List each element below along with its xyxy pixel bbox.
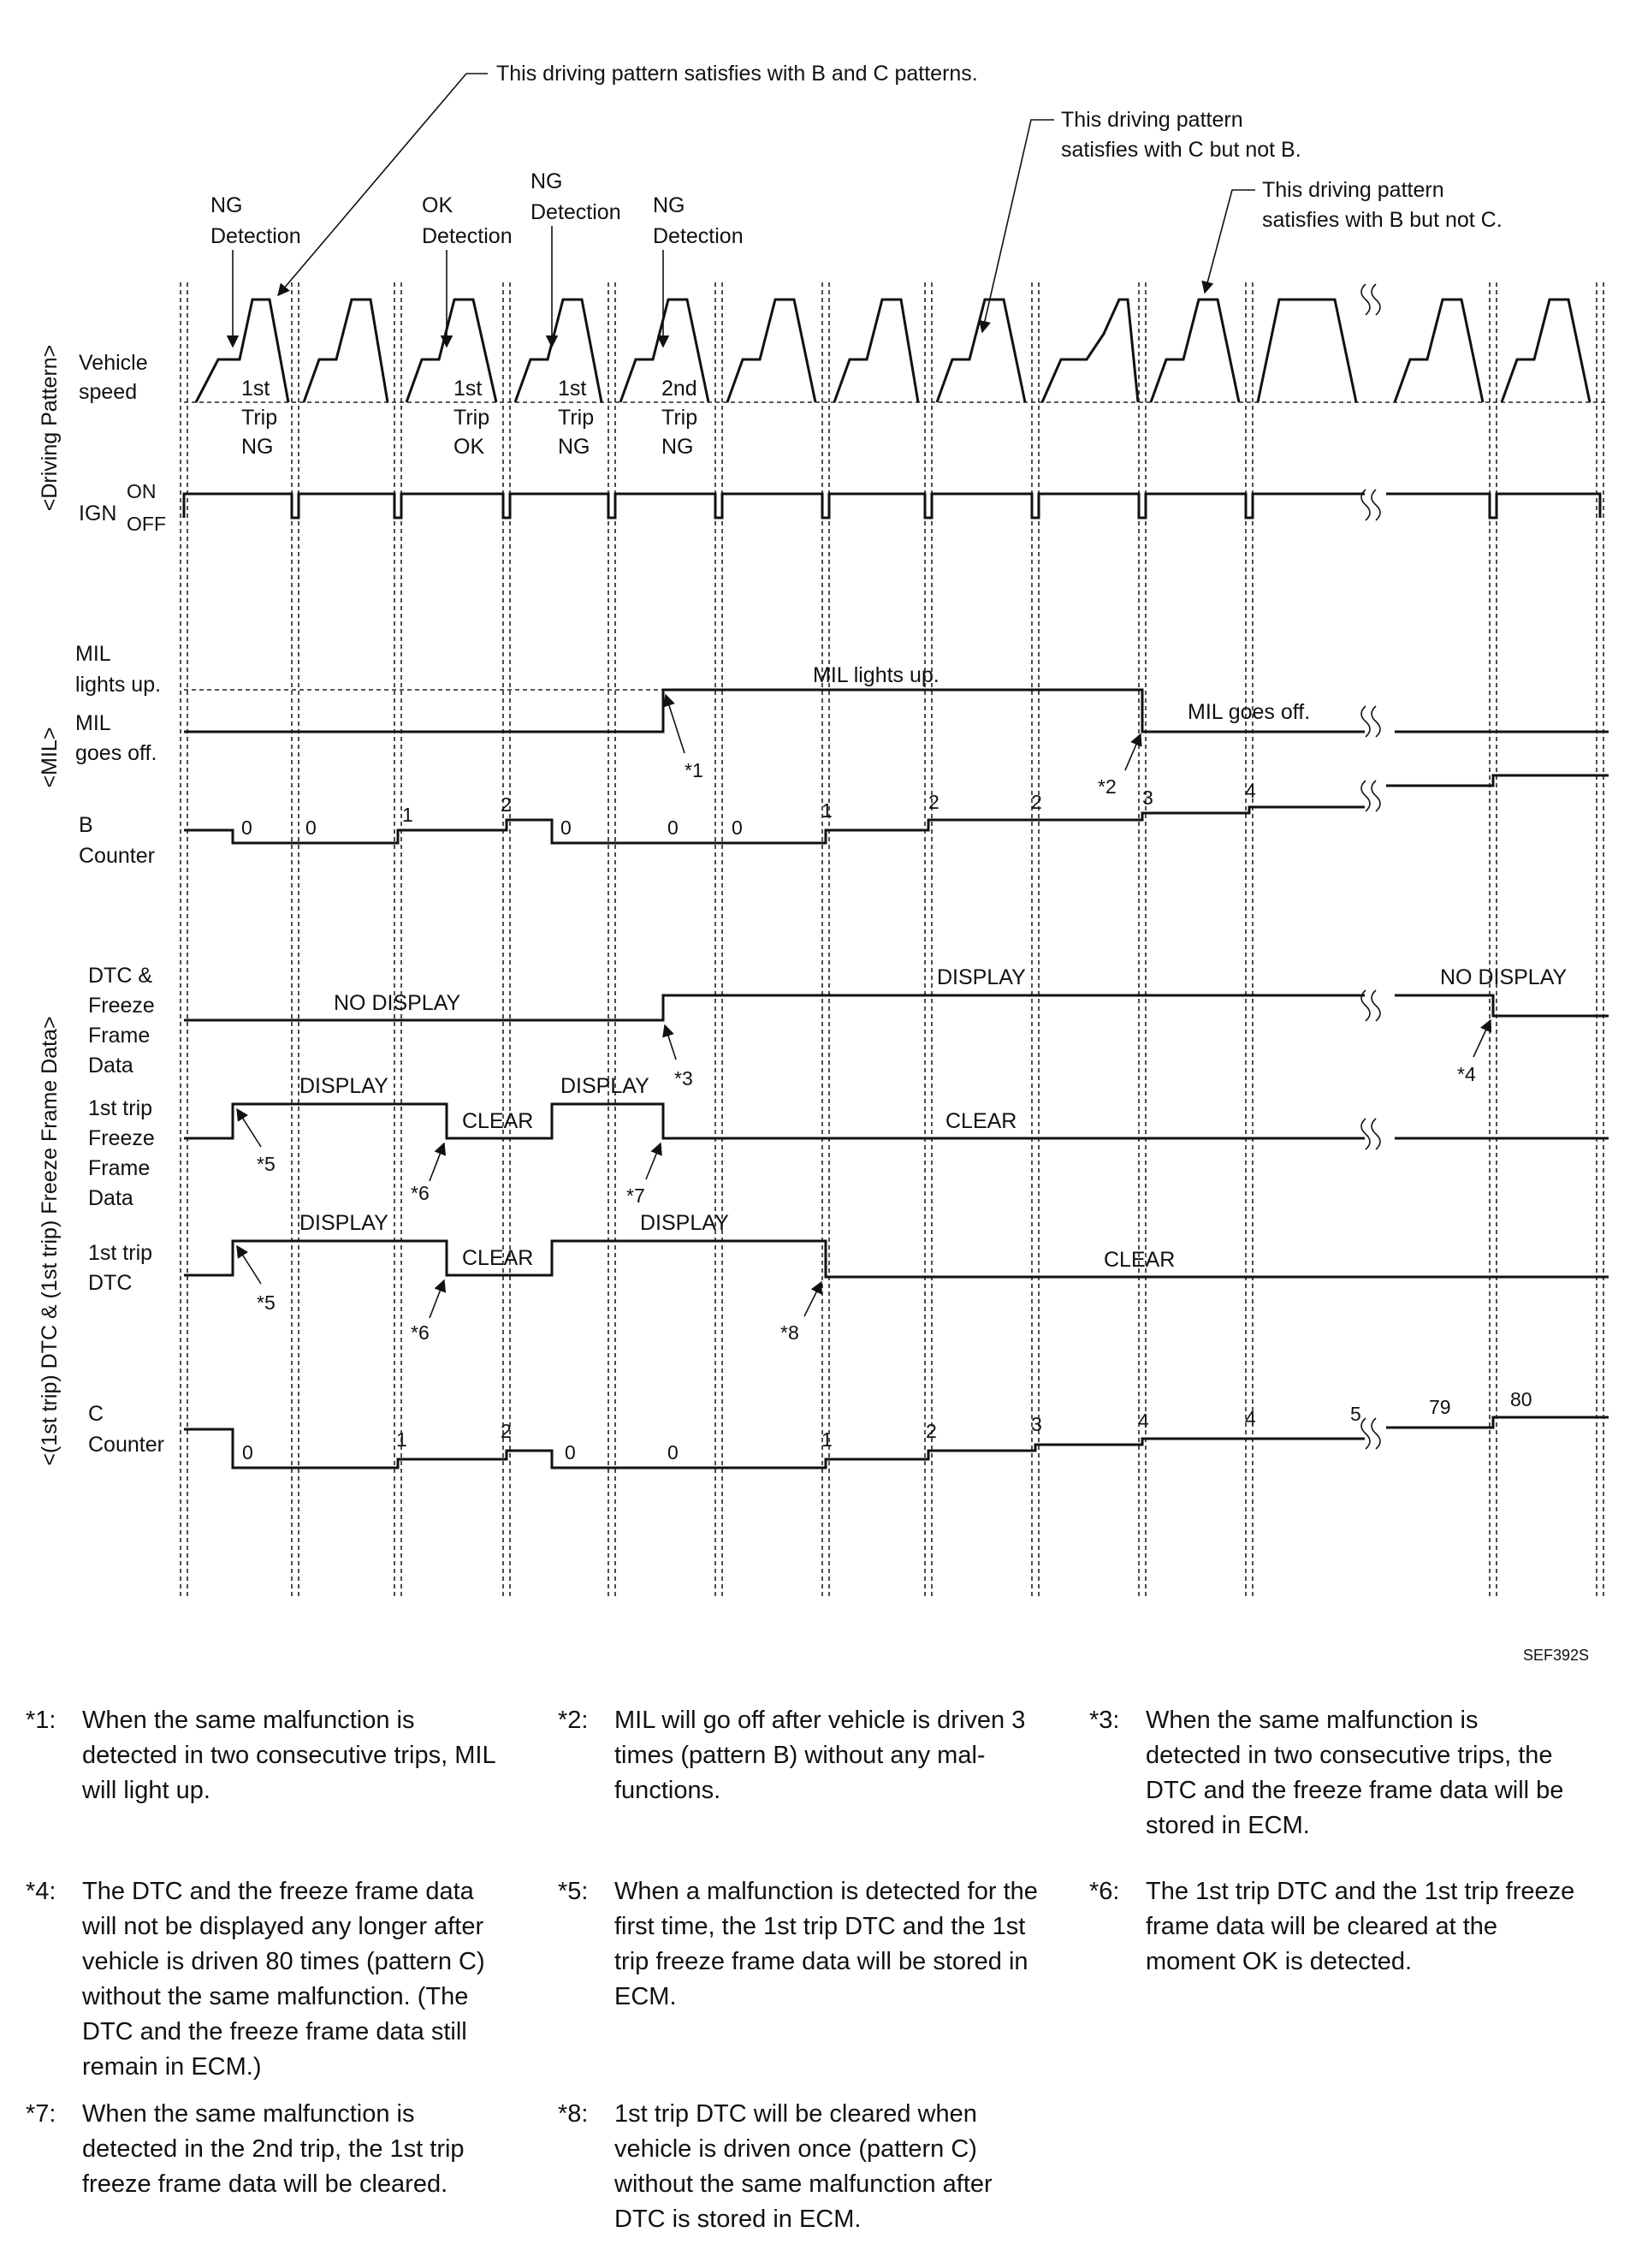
- note-key: *2:: [558, 1707, 589, 1734]
- row-label-ign-on: ON: [127, 480, 157, 502]
- display-text: DISPLAY: [560, 1074, 649, 1098]
- note-text: When a malfunction is detected for the first time, the 1st trip DTC and the 1st trip freeze frame data will be stored in ECM.: [614, 1878, 1038, 2010]
- note-text: The DTC and the freeze frame data will not be displayed any longer after vehicle is driven 80 times (pattern C) without the same malfunction. (The DTC and the freeze frame data still remain in ECM.): [82, 1878, 485, 2081]
- c-counter-value: 1: [396, 1428, 407, 1451]
- c-counter-value: 79: [1429, 1396, 1451, 1418]
- time-break-mark: [1372, 990, 1380, 1021]
- time-break-mark: [1372, 706, 1380, 737]
- ign-signal: [184, 494, 1600, 518]
- clear-text: CLEAR: [1104, 1248, 1176, 1272]
- callout-b-and-c-text: This driving pattern satisfies with B and C patterns.: [496, 62, 978, 86]
- callout-b-and-c: [278, 62, 978, 295]
- detection-label: Detection: [422, 224, 513, 248]
- time-break-mark: [1361, 284, 1370, 315]
- c-counter-value: 0: [667, 1441, 679, 1464]
- no-display-text: NO DISPLAY: [334, 991, 461, 1015]
- 1st-trip-dtc-signal: [184, 1241, 1609, 1277]
- c-counter-values: [242, 1388, 1532, 1464]
- c-counter-value: 1: [821, 1428, 833, 1451]
- no-display-text: NO DISPLAY: [1440, 965, 1568, 989]
- row-label-dtc-ffd: Data: [88, 1054, 133, 1078]
- b-counter-value: 4: [1245, 780, 1256, 802]
- b-counter-signal: [184, 775, 1609, 843]
- time-break-mark: [1361, 990, 1370, 1021]
- note-7: [26, 2097, 514, 2202]
- trip-label: Trip: [453, 406, 490, 430]
- row-label-1st-trip-dtc: 1st trip: [88, 1241, 153, 1265]
- mil-lights-up-text: MIL lights up.: [813, 663, 939, 687]
- note-key: *1:: [26, 1707, 56, 1734]
- note-key: *5:: [558, 1878, 589, 1905]
- trip-label-2: [453, 377, 489, 459]
- trip-label-1: [241, 377, 277, 459]
- row-label-1st-trip-dtc: DTC: [88, 1271, 133, 1295]
- note-text: 1st trip DTC will be cleared when vehicle is driven once (pattern C) without the same malfunction after DTC is stored in ECM.: [614, 2100, 993, 2233]
- note-text: When the same malfunction is detected in two consecutive trips, MIL will light up.: [82, 1707, 495, 1804]
- time-break-mark: [1372, 1418, 1380, 1449]
- row-label-dtc-ffd: Frame: [88, 1024, 151, 1048]
- display-text: DISPLAY: [937, 965, 1026, 989]
- trip-label: 1st: [558, 377, 587, 401]
- callout-b-not-c-line1: This driving pattern: [1262, 178, 1444, 202]
- marker-8: *8: [780, 1321, 799, 1344]
- b-counter-value: 2: [501, 793, 512, 816]
- note-key: *4:: [26, 1878, 56, 1905]
- trip-label: Trip: [661, 406, 698, 430]
- b-counter-value: 2: [928, 791, 939, 813]
- time-break-mark: [1361, 1119, 1370, 1149]
- callout-b-not-c-line2: satisfies with B but not C.: [1262, 208, 1503, 232]
- row-label-dtc-ffd: DTC &: [88, 964, 152, 988]
- note-text: The 1st trip DTC and the 1st trip freeze frame data will be cleared at the moment OK is detected.: [1146, 1878, 1575, 1975]
- row-label-ign: IGN: [79, 502, 117, 525]
- trip-label-4: [661, 377, 697, 459]
- display-text: DISPLAY: [640, 1211, 729, 1235]
- row-label-b-counter: B: [79, 813, 93, 837]
- note-text: When the same malfunction is detected in two consecutive trips, the DTC and the freeze frame data will be stored in ECM.: [1146, 1707, 1564, 1839]
- b-counter-value: 3: [1142, 787, 1153, 809]
- clear-text: CLEAR: [462, 1246, 534, 1270]
- trip-label: OK: [453, 435, 485, 459]
- row-label-vehicle-speed: Vehicle: [79, 351, 148, 375]
- callout-c-not-b-line2: satisfies with C but not B.: [1061, 138, 1301, 162]
- trip-label: Trip: [558, 406, 595, 430]
- side-label-mil: <MIL>: [38, 727, 62, 788]
- note-8: [558, 2097, 1046, 2237]
- detection-label: NG: [210, 193, 243, 217]
- row-label-mil-goes-off: goes off.: [75, 741, 157, 765]
- clear-text: CLEAR: [462, 1109, 534, 1133]
- row-label-mil-goes-off: MIL: [75, 711, 111, 735]
- time-break-mark: [1372, 284, 1380, 315]
- mil-signal: [184, 690, 1609, 732]
- time-break-marks: [1361, 284, 1380, 1449]
- detection-label: Detection: [653, 224, 744, 248]
- note-key: *6:: [1089, 1878, 1120, 1905]
- time-break-mark: [1372, 490, 1380, 520]
- trip-label: NG: [661, 435, 694, 459]
- note-2: [558, 1703, 1046, 1808]
- detection-ng-1: [210, 193, 301, 347]
- detection-ok-1: [422, 193, 513, 347]
- marker-7: *7: [626, 1184, 645, 1207]
- marker-6: *6: [411, 1321, 430, 1344]
- c-counter-value: 5: [1350, 1403, 1361, 1425]
- detection-label: OK: [422, 193, 453, 217]
- c-counter-value: 2: [926, 1420, 937, 1442]
- callout-b-not-c: [1205, 178, 1503, 293]
- display-text: DISPLAY: [299, 1211, 388, 1235]
- display-text: DISPLAY: [299, 1074, 388, 1098]
- c-counter-value: 2: [501, 1420, 512, 1442]
- b-counter-value: 0: [241, 816, 252, 839]
- note-3: [1089, 1703, 1578, 1843]
- detection-label: Detection: [530, 200, 621, 224]
- trip-boundary-lines: [181, 282, 1603, 1596]
- note-key: *3:: [1089, 1707, 1120, 1734]
- row-label-1st-trip-ffd: Freeze: [88, 1126, 155, 1150]
- detection-ng-2: [530, 169, 621, 347]
- c-counter-value: 4: [1245, 1407, 1256, 1429]
- detection-label: Detection: [210, 224, 301, 248]
- c-counter-value: 80: [1510, 1388, 1532, 1410]
- c-counter-value: 4: [1138, 1410, 1149, 1432]
- note-4: [26, 1874, 514, 2085]
- note-key: *8:: [558, 2100, 589, 2128]
- note-1: [26, 1703, 514, 1808]
- trip-label: 1st: [241, 377, 270, 401]
- b-counter-value: 1: [402, 804, 413, 826]
- detection-ng-3: [653, 193, 744, 347]
- row-label-1st-trip-ffd: 1st trip: [88, 1096, 153, 1120]
- note-text: MIL will go off after vehicle is driven 3 times (pattern B) without any mal-functions.: [614, 1707, 1026, 1804]
- clear-text: CLEAR: [945, 1109, 1017, 1133]
- b-counter-value: 0: [732, 816, 743, 839]
- time-break-mark: [1361, 490, 1370, 520]
- note-text: When the same malfunction is detected in the 2nd trip, the 1st trip freeze frame data will be cleared.: [82, 2100, 465, 2198]
- time-break-mark: [1372, 781, 1380, 811]
- vehicle-speed-signal: [196, 300, 1590, 402]
- figure-id: SEF392S: [1523, 1647, 1590, 1664]
- callout-c-not-b-line1: This driving pattern: [1061, 108, 1243, 132]
- b-counter-value: 0: [305, 816, 317, 839]
- b-counter-value: 1: [821, 799, 833, 822]
- row-label-mil-lights-up: MIL: [75, 642, 111, 666]
- trip-label: NG: [241, 435, 274, 459]
- marker-2: *2: [1098, 775, 1117, 798]
- row-label-b-counter: Counter: [79, 844, 155, 868]
- note-5: [558, 1874, 1046, 2015]
- trip-label: 1st: [453, 377, 483, 401]
- time-break-mark: [1361, 1418, 1370, 1449]
- trip-label: Trip: [241, 406, 278, 430]
- detection-label: NG: [653, 193, 685, 217]
- side-label-dtc: <(1st trip) DTC & (1st trip) Freeze Frame Data>: [38, 1016, 62, 1466]
- trip-label: NG: [558, 435, 590, 459]
- b-counter-value: 0: [560, 816, 572, 839]
- b-counter-value: 2: [1031, 791, 1042, 813]
- mil-goes-off-text: MIL goes off.: [1188, 700, 1311, 724]
- row-label-mil-lights-up: lights up.: [75, 673, 162, 697]
- row-label-c-counter: C: [88, 1402, 104, 1426]
- marker-4: *4: [1457, 1063, 1476, 1085]
- note-6: [1089, 1874, 1578, 1980]
- row-label-dtc-ffd: Freeze: [88, 994, 155, 1018]
- marker-3: *3: [674, 1067, 693, 1089]
- c-counter-value: 3: [1031, 1413, 1042, 1435]
- c-counter-value: 0: [565, 1441, 576, 1464]
- marker-6: *6: [411, 1182, 430, 1204]
- row-label-1st-trip-ffd: Frame: [88, 1156, 151, 1180]
- side-label-driving-pattern: <Driving Pattern>: [38, 344, 62, 512]
- marker-1: *1: [685, 759, 703, 781]
- b-counter-value: 0: [667, 816, 679, 839]
- c-counter-value: 0: [242, 1441, 253, 1464]
- trip-label-3: [558, 377, 594, 459]
- time-break-mark: [1372, 1119, 1380, 1149]
- trip-label: 2nd: [661, 377, 697, 401]
- marker-5: *5: [257, 1153, 276, 1175]
- 1st-trip-ffd-signal: [184, 1104, 1609, 1138]
- note-key: *7:: [26, 2100, 56, 2128]
- row-label-vehicle-speed: speed: [79, 380, 138, 404]
- row-label-c-counter: Counter: [88, 1433, 164, 1457]
- row-label-ign-off: OFF: [127, 513, 166, 535]
- detection-label: NG: [530, 169, 563, 193]
- row-label-1st-trip-ffd: Data: [88, 1186, 133, 1210]
- marker-5: *5: [257, 1291, 276, 1314]
